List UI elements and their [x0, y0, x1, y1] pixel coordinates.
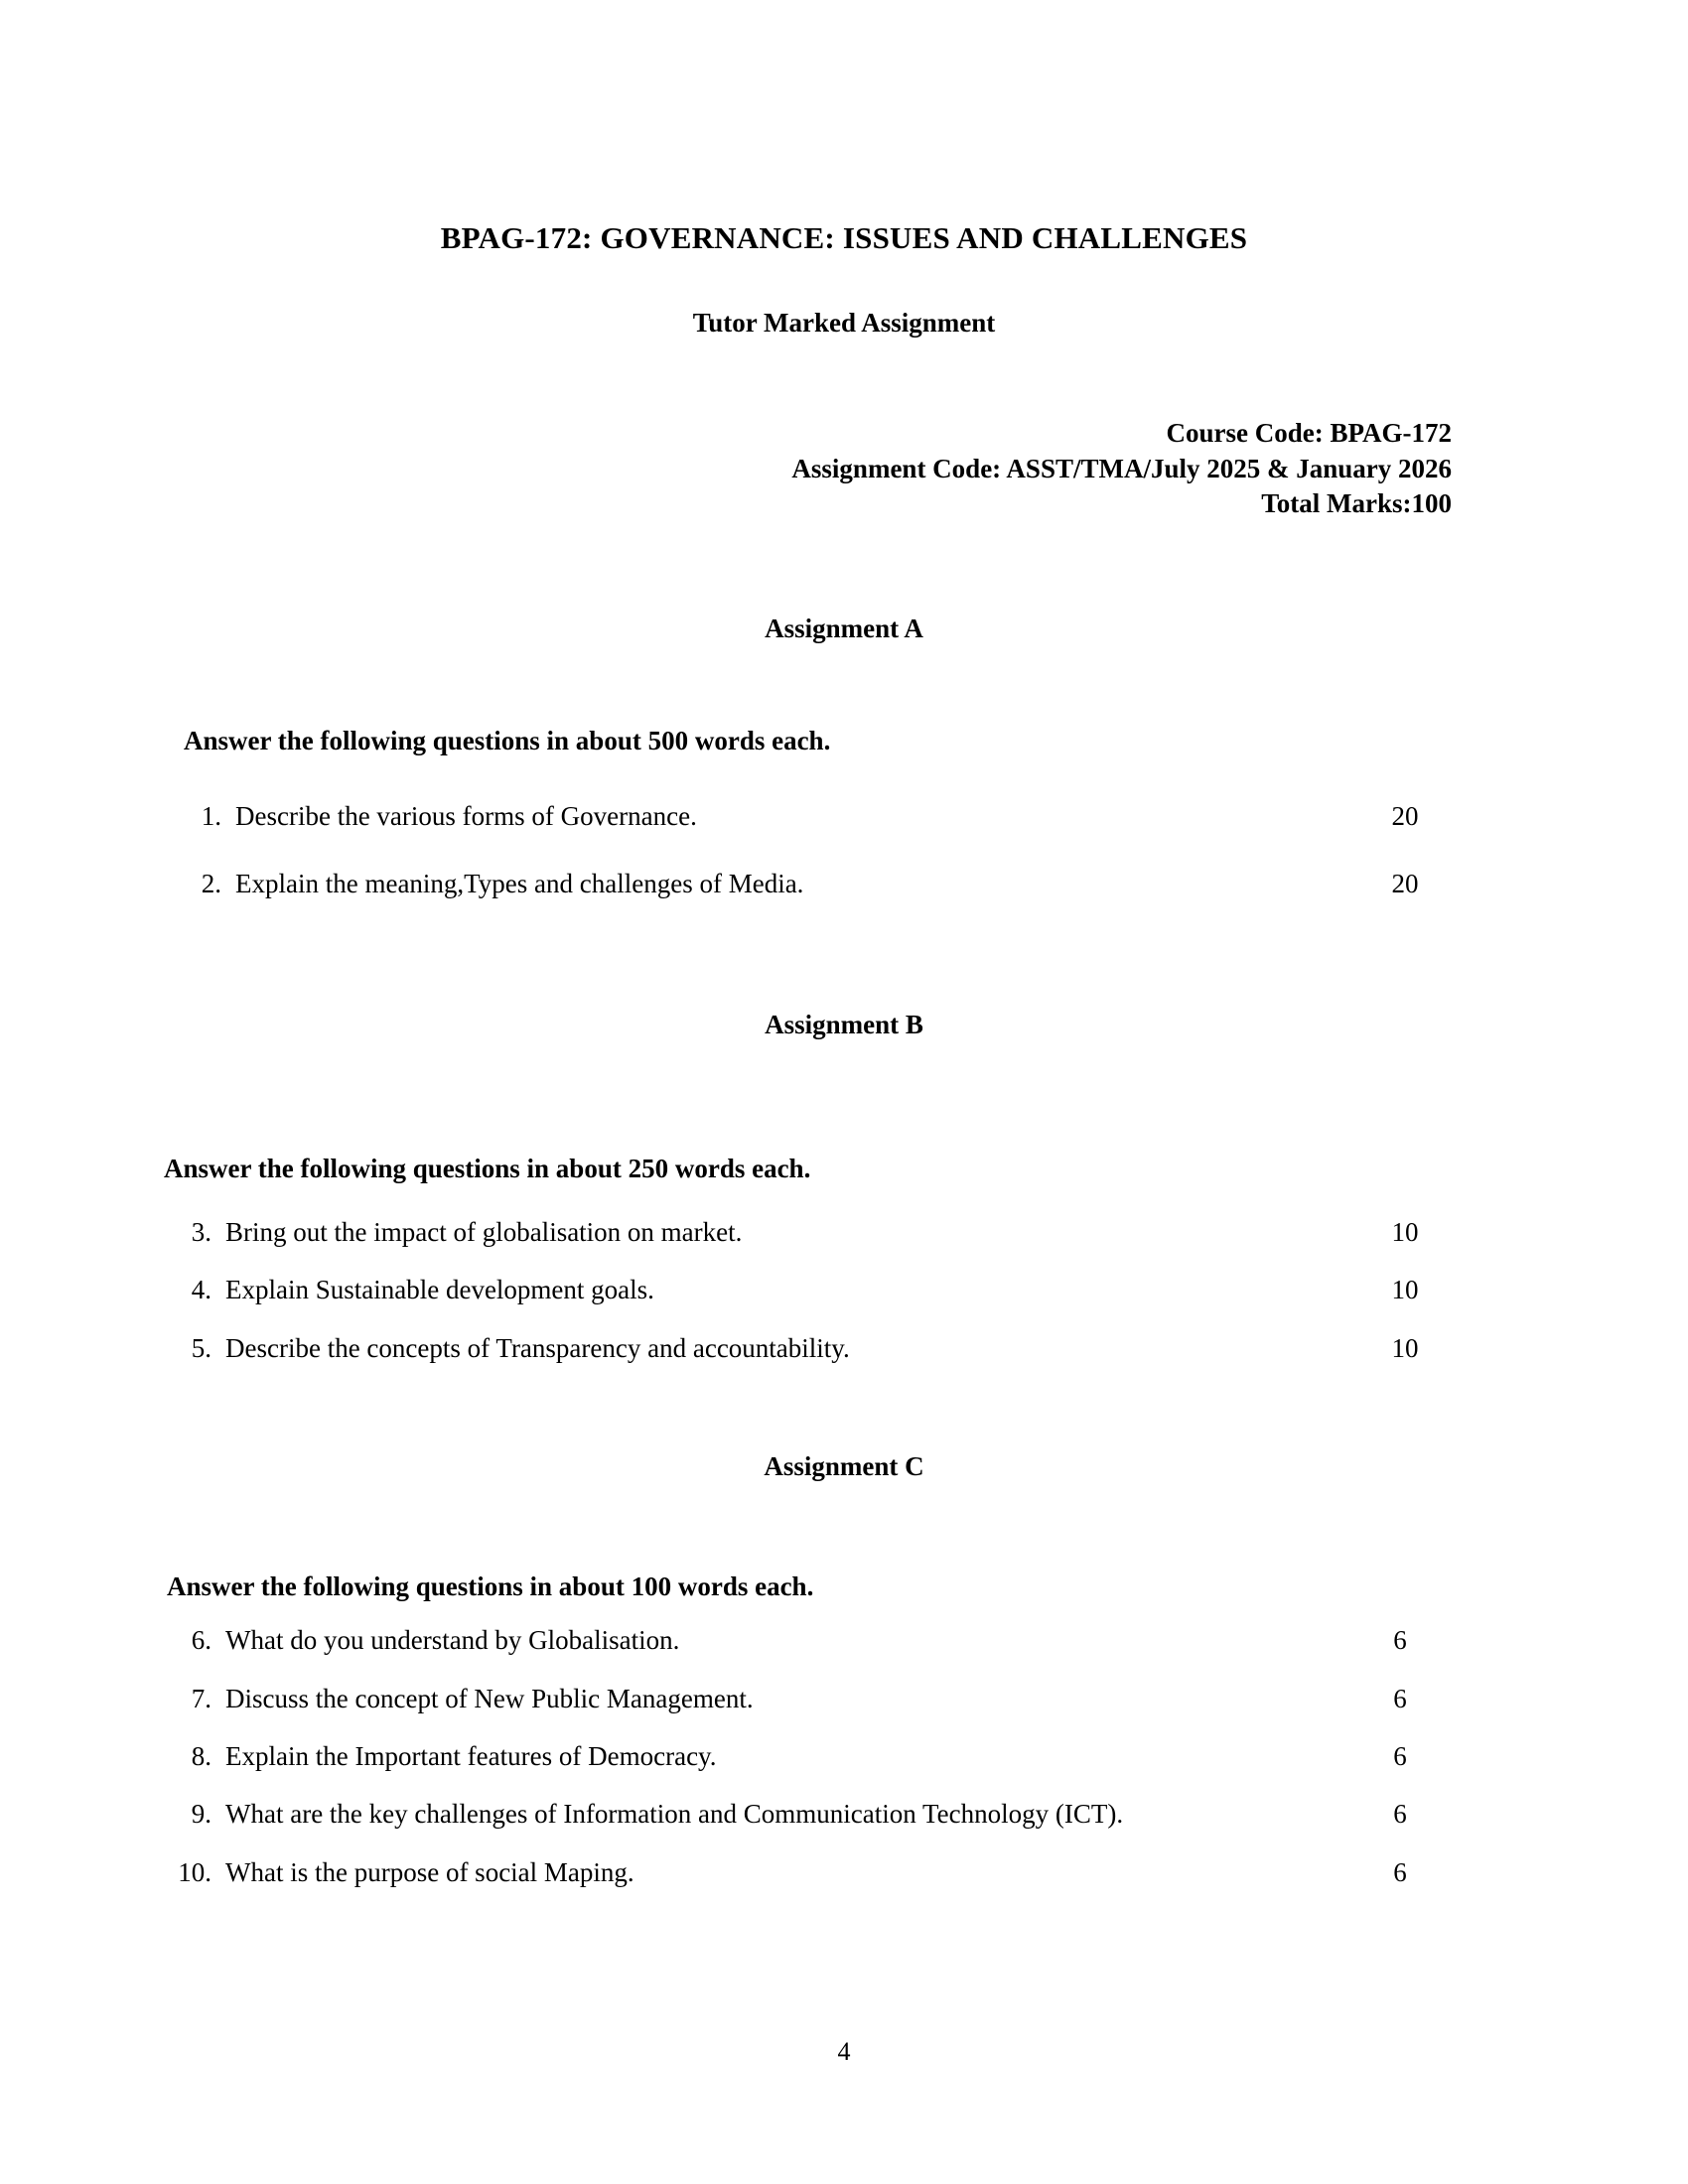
question-number: 8.	[191, 1740, 211, 1771]
question-text: Discuss the concept of New Public Management.	[225, 1683, 754, 1713]
question-text: Describe the concepts of Transparency and accountability.	[225, 1332, 850, 1363]
question-text: Explain the Important features of Democracy.	[225, 1740, 717, 1771]
question-number: 3.	[191, 1216, 211, 1247]
question-item	[184, 866, 1460, 901]
question-marks: 6	[1393, 1683, 1407, 1713]
question-marks: 20	[1391, 800, 1419, 831]
question-marks: 20	[1391, 869, 1419, 899]
question-marks: 6	[1393, 1856, 1407, 1887]
total-marks: Total Marks:100	[1261, 488, 1452, 519]
question-text: What are the key challenges of Information and Communication Technology (ICT).	[225, 1799, 1124, 1830]
question-item	[184, 798, 1460, 834]
question-item	[174, 1330, 1460, 1366]
document-subtitle: Tutor Marked Assignment	[692, 308, 996, 338]
question-text: Bring out the impact of globalisation on market.	[225, 1216, 743, 1247]
question-list-assignment-c	[174, 1622, 1460, 1890]
section-heading-assignment-b: Assignment B	[765, 1009, 923, 1039]
question-list-assignment-a	[184, 798, 1460, 902]
page-number: 4	[837, 2037, 851, 2066]
question-marks: 6	[1393, 1740, 1407, 1771]
question-text: Describe the various forms of Governance.	[235, 800, 697, 831]
question-number: 5.	[191, 1332, 211, 1363]
question-marks: 6	[1393, 1625, 1407, 1656]
question-number: 6.	[191, 1625, 211, 1656]
question-item	[174, 1681, 1460, 1716]
assignment-code: Assignment Code: ASST/TMA/July 2025 & January 2026	[791, 453, 1452, 483]
question-number: 9.	[191, 1799, 211, 1830]
question-text: What is the purpose of social Maping.	[225, 1856, 634, 1887]
question-text: Explain Sustainable development goals.	[225, 1275, 654, 1305]
question-text: Explain the meaning,Types and challenges of Media.	[235, 869, 804, 899]
section-instruction-assignment-c: Answer the following questions in about 100 words each.	[167, 1571, 814, 1602]
question-marks: 10	[1391, 1332, 1419, 1363]
question-item	[174, 1272, 1460, 1307]
question-number: 2.	[201, 869, 221, 899]
section-instruction-assignment-b: Answer the following questions in about 250 words each.	[164, 1153, 811, 1183]
question-number: 10.	[178, 1856, 211, 1887]
question-number: 4.	[191, 1275, 211, 1305]
question-marks: 10	[1391, 1216, 1419, 1247]
question-marks: 6	[1393, 1799, 1407, 1830]
question-list-assignment-b	[174, 1214, 1460, 1366]
question-number: 7.	[191, 1683, 211, 1713]
section-instruction-assignment-a: Answer the following questions in about 500 words each.	[184, 725, 831, 755]
question-marks: 10	[1391, 1275, 1419, 1305]
page-title: BPAG-172: GOVERNANCE: ISSUES AND CHALLENGES	[440, 220, 1248, 255]
question-text: What do you understand by Globalisation.	[225, 1625, 680, 1656]
assignment-meta	[228, 416, 1460, 522]
section-heading-assignment-c: Assignment C	[764, 1451, 924, 1482]
section-heading-assignment-a: Assignment A	[765, 613, 923, 643]
question-item	[174, 1622, 1460, 1658]
question-item	[174, 1796, 1460, 1832]
question-item	[174, 1854, 1460, 1890]
document-body	[164, 0, 1460, 1912]
question-number: 1.	[201, 800, 221, 831]
question-item	[174, 1738, 1460, 1774]
question-item	[174, 1214, 1460, 1250]
course-code: Course Code: BPAG-172	[1166, 418, 1452, 448]
